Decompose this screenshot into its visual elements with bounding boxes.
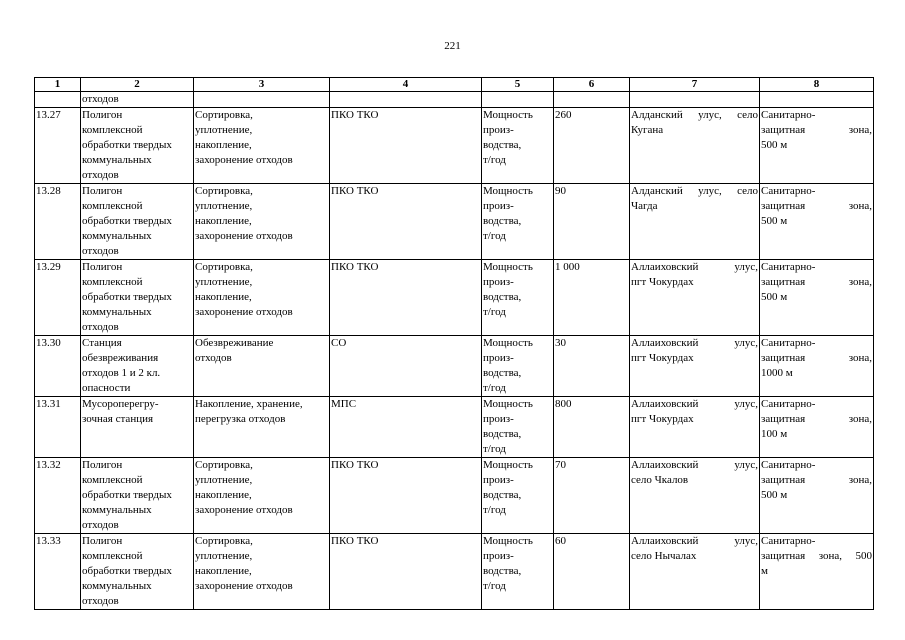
cell-line: т/год [483, 504, 506, 516]
cell-line: Аллаиховский улус, [631, 261, 758, 273]
cell-line: Полигон [82, 535, 123, 547]
cell-line: произ- [483, 352, 514, 364]
table-row [35, 184, 874, 260]
cell-type: ПКО ТКО [330, 458, 482, 534]
cell-line: отходов [82, 595, 119, 607]
cell-line: Санитарно- [761, 185, 816, 197]
cell-line: уплотнение, [195, 276, 253, 288]
cell-line: Полигон [82, 185, 123, 197]
cell-zone [760, 397, 874, 458]
cell-line: пгт Чокурдах [631, 413, 694, 425]
cell-line: произ- [483, 124, 514, 136]
cell-line: Накопление, хранение, [195, 398, 303, 410]
cell-line: водства, [483, 565, 522, 577]
cell-line: т/год [483, 443, 506, 455]
cell-line: Аллаиховский улус, [631, 337, 758, 349]
cell-location [630, 397, 760, 458]
cell-line: коммунальных [82, 306, 152, 318]
cell-line: защитная зона, [761, 200, 872, 212]
table-row [35, 336, 874, 397]
cell-line: захоронение отходов [195, 230, 293, 242]
cell-zone [760, 534, 874, 610]
cell-line: село Чкалов [631, 474, 689, 486]
cell-line: Чагда [631, 200, 658, 212]
cell-line: защитная зона, [761, 352, 872, 364]
table-header-row [35, 78, 874, 92]
cell-line: водства, [483, 489, 522, 501]
cell-line: комплексной [82, 474, 143, 486]
cell-line: Сортировка, [195, 459, 253, 471]
cell-parameter [482, 458, 554, 534]
cell-activity [194, 534, 330, 610]
column-header: 3 [194, 78, 330, 92]
cell-line: 500 м [761, 291, 788, 303]
cell-line: обработки твердых [82, 139, 172, 151]
cell-line: защитная зона, [761, 413, 872, 425]
cell-line: 100 м [761, 428, 788, 440]
cell-num: 13.30 [35, 336, 81, 397]
cell-line: Сортировка, [195, 109, 253, 121]
cell-line: опасности [82, 382, 131, 394]
cell-line: Полигон [82, 261, 123, 273]
cell-line: село Нычалах [631, 550, 697, 562]
cell-line: Аллаиховский улус, [631, 459, 758, 471]
cell-line: отходов 1 и 2 кл. [82, 367, 161, 379]
page-number: 221 [444, 40, 461, 52]
cell-num [35, 92, 81, 108]
table-row [35, 458, 874, 534]
cell-line: произ- [483, 276, 514, 288]
cell-activity [194, 397, 330, 458]
table-row [35, 260, 874, 336]
cell-line: Аллаиховский улус, [631, 535, 758, 547]
cell-line: комплексной [82, 200, 143, 212]
cell-line: обработки твердых [82, 291, 172, 303]
cell-location [630, 458, 760, 534]
column-header: 8 [760, 78, 874, 92]
cell-line: Мощность [483, 261, 533, 273]
cell-line: т/год [483, 382, 506, 394]
cell-line: Сортировка, [195, 535, 253, 547]
cell-num: 13.28 [35, 184, 81, 260]
cell-line: захоронение отходов [195, 504, 293, 516]
cell-location [630, 534, 760, 610]
cell-parameter [482, 336, 554, 397]
cell-line: т/год [483, 154, 506, 166]
cell-num: 13.29 [35, 260, 81, 336]
cell-line: произ- [483, 474, 514, 486]
column-header: 2 [81, 78, 194, 92]
cell-line: Аллаиховский улус, [631, 398, 758, 410]
cell-line: Мощность [483, 337, 533, 349]
cell-activity [194, 458, 330, 534]
cell-name [81, 108, 194, 184]
cell-line: обработки твердых [82, 565, 172, 577]
table-row [35, 108, 874, 184]
column-header: 4 [330, 78, 482, 92]
cell-zone [760, 458, 874, 534]
cell-line: захоронение отходов [195, 154, 293, 166]
cell-line: зочная станция [82, 413, 154, 425]
cell-line: м [761, 565, 768, 577]
cell-line: Санитарно- [761, 337, 816, 349]
cell-line: Полигон [82, 459, 123, 471]
cell-line: водства, [483, 367, 522, 379]
cell-parameter [482, 397, 554, 458]
table-row [35, 534, 874, 610]
cell-line: коммунальных [82, 230, 152, 242]
column-header: 7 [630, 78, 760, 92]
cell-line: Алданский улус, село [631, 109, 758, 121]
cell-line: комплексной [82, 124, 143, 136]
cell-line: т/год [483, 230, 506, 242]
cell-line: комплексной [82, 550, 143, 562]
cell-line: водства, [483, 428, 522, 440]
cell-value: 90 [554, 184, 630, 260]
cell-line: накопление, [195, 565, 252, 577]
cell-line: защитная зона, [761, 124, 872, 136]
cell-location [630, 260, 760, 336]
cell-line: водства, [483, 291, 522, 303]
cell-line: Санитарно- [761, 459, 816, 471]
cell-line: водства, [483, 139, 522, 151]
cell-name [81, 184, 194, 260]
cell-line: Мусороперегру- [82, 398, 159, 410]
cell-line: захоронение отходов [195, 306, 293, 318]
cell-line: отходов [82, 169, 119, 181]
cell-line: Сортировка, [195, 185, 253, 197]
cell-line: Сортировка, [195, 261, 253, 273]
cell-line: Кугана [631, 124, 664, 136]
cell-line: защитная зона, 500 [761, 550, 872, 562]
cell-value: 70 [554, 458, 630, 534]
cell-line: коммунальных [82, 154, 152, 166]
cell-activity [194, 108, 330, 184]
cell-line: накопление, [195, 489, 252, 501]
cell-num: 13.33 [35, 534, 81, 610]
cell-line: произ- [483, 413, 514, 425]
cell-line: уплотнение, [195, 200, 253, 212]
cell-line: Станция [82, 337, 122, 349]
continuation-row [35, 92, 874, 108]
cell-line: Санитарно- [761, 109, 816, 121]
column-header: 5 [482, 78, 554, 92]
cell-line: защитная зона, [761, 276, 872, 288]
cell-line: Санитарно- [761, 398, 816, 410]
cell-line: накопление, [195, 215, 252, 227]
cell-num: 13.31 [35, 397, 81, 458]
cell-line: защитная зона, [761, 474, 872, 486]
cell-name [81, 534, 194, 610]
cell-line: уплотнение, [195, 550, 253, 562]
cell-location [630, 108, 760, 184]
cell-line: Санитарно- [761, 261, 816, 273]
cell-value: 30 [554, 336, 630, 397]
cell-type: ПКО ТКО [330, 260, 482, 336]
cell-parameter [482, 260, 554, 336]
cell-type: ПКО ТКО [330, 534, 482, 610]
cell-type: ПКО ТКО [330, 184, 482, 260]
cell-line: Обезвреживание [195, 337, 274, 349]
cell-line: пгт Чокурдах [631, 276, 694, 288]
cell-parameter [482, 534, 554, 610]
cell-zone [760, 260, 874, 336]
cell-line: 500 м [761, 215, 788, 227]
cell-value: 60 [554, 534, 630, 610]
cell-value: 260 [554, 108, 630, 184]
cell-line: уплотнение, [195, 474, 253, 486]
cell-activity [194, 184, 330, 260]
cell-line: отходов [82, 245, 119, 257]
cell-type: СО [330, 336, 482, 397]
cell-line: Мощность [483, 535, 533, 547]
cell-type: МПС [330, 397, 482, 458]
cell-line: Мощность [483, 459, 533, 471]
cell-line: отходов [195, 352, 232, 364]
cell-line: произ- [483, 550, 514, 562]
cell-line: т/год [483, 306, 506, 318]
cell-name [81, 260, 194, 336]
cell-zone [760, 336, 874, 397]
cell-line: Полигон [82, 109, 123, 121]
cell-line: Алданский улус, село [631, 185, 758, 197]
cell-name [81, 336, 194, 397]
cell-line: комплексной [82, 276, 143, 288]
cell-name [81, 397, 194, 458]
cell-line: отходов [82, 321, 119, 333]
column-header: 6 [554, 78, 630, 92]
cell-activity [194, 260, 330, 336]
cell-continuation: отходов [81, 92, 194, 108]
cell-line: уплотнение, [195, 124, 253, 136]
cell-line: произ- [483, 200, 514, 212]
cell-num: 13.32 [35, 458, 81, 534]
cell-line: коммунальных [82, 580, 152, 592]
cell-line: Мощность [483, 109, 533, 121]
cell-zone [760, 184, 874, 260]
cell-line: 500 м [761, 489, 788, 501]
cell-type: ПКО ТКО [330, 108, 482, 184]
cell-line: 1000 м [761, 367, 793, 379]
cell-line: накопление, [195, 291, 252, 303]
cell-line: накопление, [195, 139, 252, 151]
cell-activity [194, 336, 330, 397]
cell-line: захоронение отходов [195, 580, 293, 592]
cell-line: коммунальных [82, 504, 152, 516]
column-header: 1 [35, 78, 81, 92]
cell-parameter [482, 108, 554, 184]
cell-line: водства, [483, 215, 522, 227]
facilities-table [34, 77, 874, 610]
cell-line: обработки твердых [82, 215, 172, 227]
cell-line: Мощность [483, 398, 533, 410]
cell-location [630, 336, 760, 397]
cell-value: 1 000 [554, 260, 630, 336]
cell-zone [760, 108, 874, 184]
cell-line: Санитарно- [761, 535, 816, 547]
cell-name [81, 458, 194, 534]
cell-value: 800 [554, 397, 630, 458]
cell-line: пгт Чокурдах [631, 352, 694, 364]
table-row [35, 397, 874, 458]
cell-line: т/год [483, 580, 506, 592]
cell-line: отходов [82, 519, 119, 531]
cell-num: 13.27 [35, 108, 81, 184]
cell-parameter [482, 184, 554, 260]
cell-location [630, 184, 760, 260]
cell-line: Мощность [483, 185, 533, 197]
cell-line: обработки твердых [82, 489, 172, 501]
cell-line: обезвреживания [82, 352, 159, 364]
cell-line: 500 м [761, 139, 788, 151]
cell-line: перегрузка отходов [195, 413, 286, 425]
